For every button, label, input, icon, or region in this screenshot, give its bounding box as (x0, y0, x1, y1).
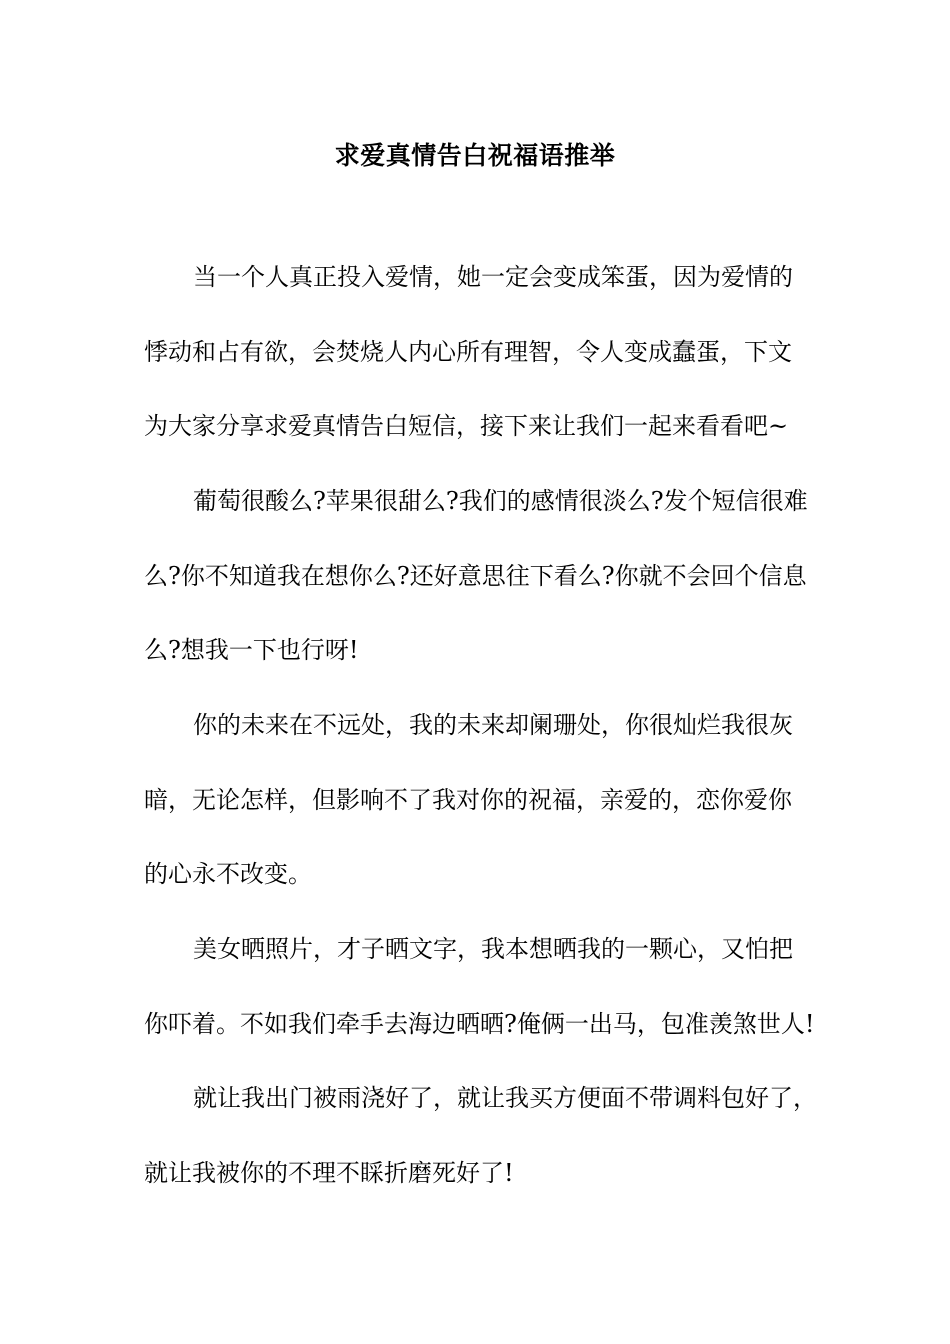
document-title: 求爱真情告白祝福语推举 (334, 141, 616, 170)
paragraph-line: 就让我被你的不理不睬折磨死好了! (144, 1159, 514, 1187)
paragraph-line: 的心永不改变。 (144, 860, 312, 888)
paragraph-line: 当一个人真正投入爱情，她一定会变成笨蛋，因为爱情的 (193, 263, 793, 291)
paragraph-line: 你吓着。不如我们牵手去海边晒晒?俺俩一出马，包准羡煞世人! (144, 1010, 815, 1038)
paragraph-line: 么?你不知道我在想你么?还好意思往下看么?你就不会回个信息 (144, 562, 807, 590)
paragraph-line: 美女晒照片，才子晒文字，我本想晒我的一颗心，又怕把 (193, 935, 793, 963)
paragraph-line: 就让我出门被雨浇好了，就让我买方便面不带调料包好了， (193, 1084, 817, 1112)
paragraph-line: 暗，无论怎样，但影响不了我对你的祝福，亲爱的，恋你爱你 (144, 786, 792, 814)
paragraph-line: 为大家分享求爱真情告白短信，接下来让我们一起来看看吧~ (144, 412, 789, 440)
paragraph-line: 悸动和占有欲，会焚烧人内心所有理智，令人变成蠢蛋，下文 (144, 338, 792, 366)
paragraph-line: 葡萄很酸么?苹果很甜么?我们的感情很淡么?发个短信很难 (193, 487, 808, 515)
paragraph-line: 么?想我一下也行呀! (144, 636, 359, 664)
paragraph-line: 你的未来在不远处，我的未来却阑珊处，你很灿烂我很灰 (193, 711, 793, 739)
